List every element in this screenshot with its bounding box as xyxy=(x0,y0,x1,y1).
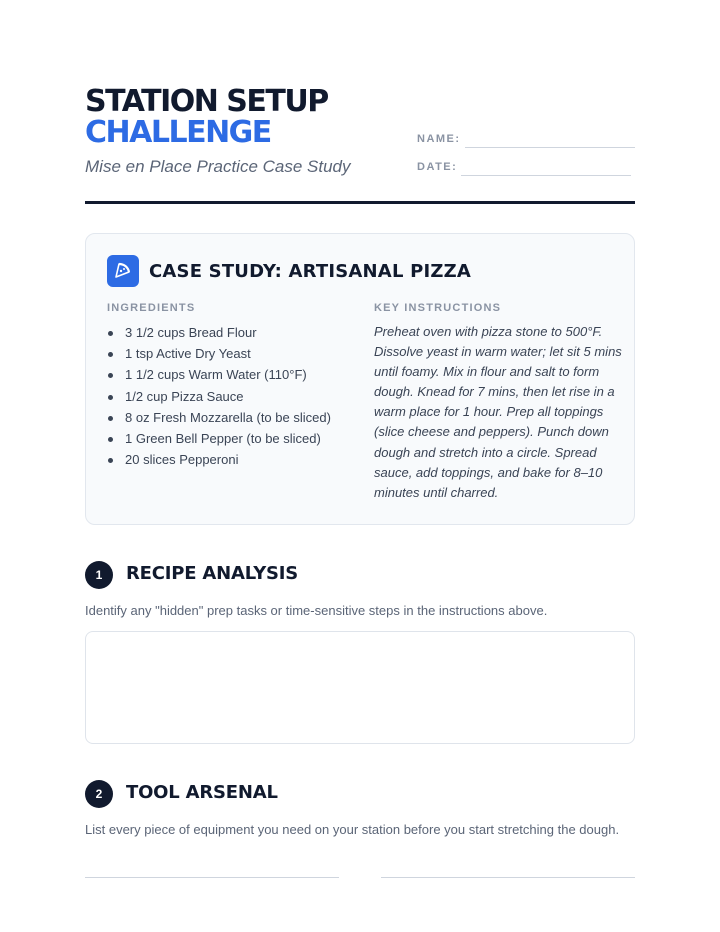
worksheet-title-line2: CHALLENGE xyxy=(85,115,271,150)
date-label: DATE: xyxy=(417,161,458,173)
tool-list-line-right[interactable] xyxy=(381,877,635,878)
name-label: NAME: xyxy=(417,133,461,145)
ingredient-item: 20 slices Pepperoni xyxy=(107,449,331,470)
instructions-heading: KEY INSTRUCTIONS xyxy=(374,302,502,314)
ingredients-list xyxy=(107,322,331,470)
worksheet-subtitle: Mise en Place Practice Case Study xyxy=(85,157,351,176)
name-field[interactable] xyxy=(465,147,635,148)
ingredient-item: 1 tsp Active Dry Yeast xyxy=(107,343,331,364)
case-study-card xyxy=(85,233,635,525)
worksheet-title-line1: STATION SETUP xyxy=(85,84,328,119)
ingredient-item: 8 oz Fresh Mozzarella (to be sliced) xyxy=(107,407,331,428)
section-title-tool-arsenal: TOOL ARSENAL xyxy=(126,782,278,803)
section-title-recipe-analysis: RECIPE ANALYSIS xyxy=(126,563,299,584)
case-study-title: CASE STUDY: ARTISANAL PIZZA xyxy=(149,261,471,282)
section-description: List every piece of equipment you need on your station before you start stretching the dough. xyxy=(85,822,620,837)
recipe-analysis-answer-box[interactable] xyxy=(85,631,635,744)
ingredient-item: 3 1/2 cups Bread Flour xyxy=(107,322,331,343)
ingredient-item: 1 1/2 cups Warm Water (110°F) xyxy=(107,364,331,385)
tool-list-line-left[interactable] xyxy=(85,877,339,878)
section-description: Identify any "hidden" prep tasks or time-sensitive steps in the instructions above. xyxy=(85,603,548,618)
section-number-badge: 1 xyxy=(85,561,113,589)
ingredient-item: 1/2 cup Pizza Sauce xyxy=(107,386,331,407)
ingredients-heading: INGREDIENTS xyxy=(107,302,196,314)
ingredient-item: 1 Green Bell Pepper (to be sliced) xyxy=(107,428,331,449)
pizza-slice-icon xyxy=(107,255,139,287)
section-number-badge: 2 xyxy=(85,780,113,808)
key-instructions-text: Preheat oven with pizza stone to 500°F. Dissolve yeast in warm water; let sit 5 mins until foamy. Mix in flour and salt to form dough. Knead for 7 mins, then let rise in a warm place for 1 hour. Prep all toppings (slice cheese and peppers). Punch down dough and stretch into a circle. Spread sauce, add toppings, and bake for 8–10 minutes until charred. xyxy=(374,324,622,500)
date-field[interactable] xyxy=(461,175,631,176)
header-divider xyxy=(85,201,635,204)
